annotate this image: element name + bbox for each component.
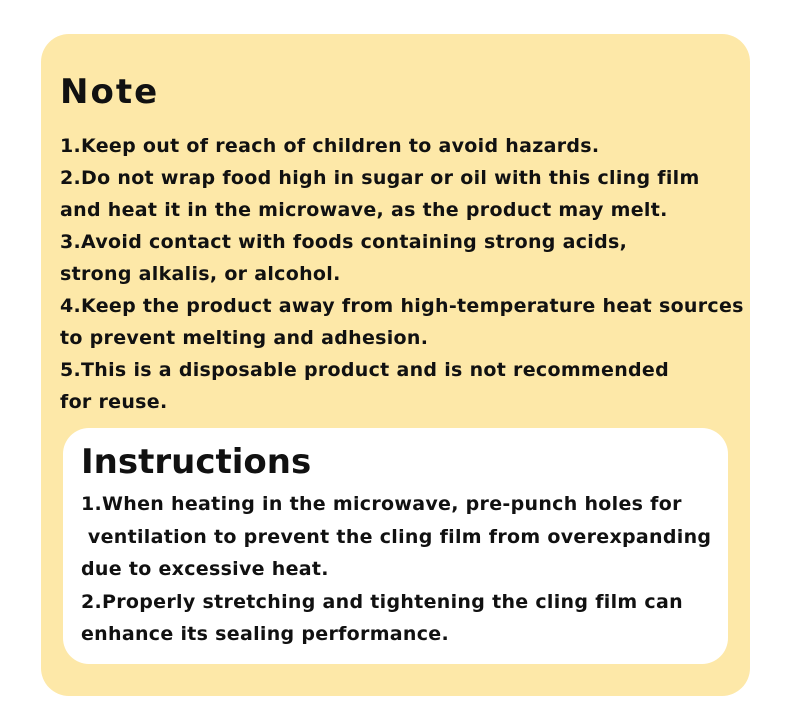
note-line: 2.Do not wrap food high in sugar or oil with this cling film	[60, 167, 700, 189]
note-line: 5.This is a disposable product and is not recommended	[60, 359, 670, 381]
note-title: Note	[60, 72, 160, 112]
note-line: 3.Avoid contact with foods containing strong acids,	[60, 231, 628, 253]
instructions-list	[81, 488, 721, 651]
instruction-line: enhance its sealing performance.	[81, 623, 450, 645]
note-list	[60, 130, 750, 418]
note-line: 1.Keep out of reach of children to avoid hazards.	[60, 135, 600, 157]
note-line: and heat it in the microwave, as the product may melt.	[60, 199, 668, 221]
instructions-card	[63, 428, 728, 664]
note-card	[41, 34, 750, 696]
instruction-line: ventilation to prevent the cling film from overexpanding	[81, 525, 712, 548]
note-line: to prevent melting and adhesion.	[60, 327, 429, 349]
note-line: 4.Keep the product away from high-temperature heat sources	[60, 295, 744, 317]
instruction-line: due to excessive heat.	[81, 558, 329, 580]
note-line: strong alkalis, or alcohol.	[60, 263, 341, 285]
note-line: for reuse.	[60, 391, 168, 413]
instructions-title: Instructions	[81, 442, 312, 482]
instruction-line: 1.When heating in the microwave, pre-punch holes for	[81, 493, 682, 515]
instruction-line: 2.Properly stretching and tightening the cling film can	[81, 590, 683, 613]
